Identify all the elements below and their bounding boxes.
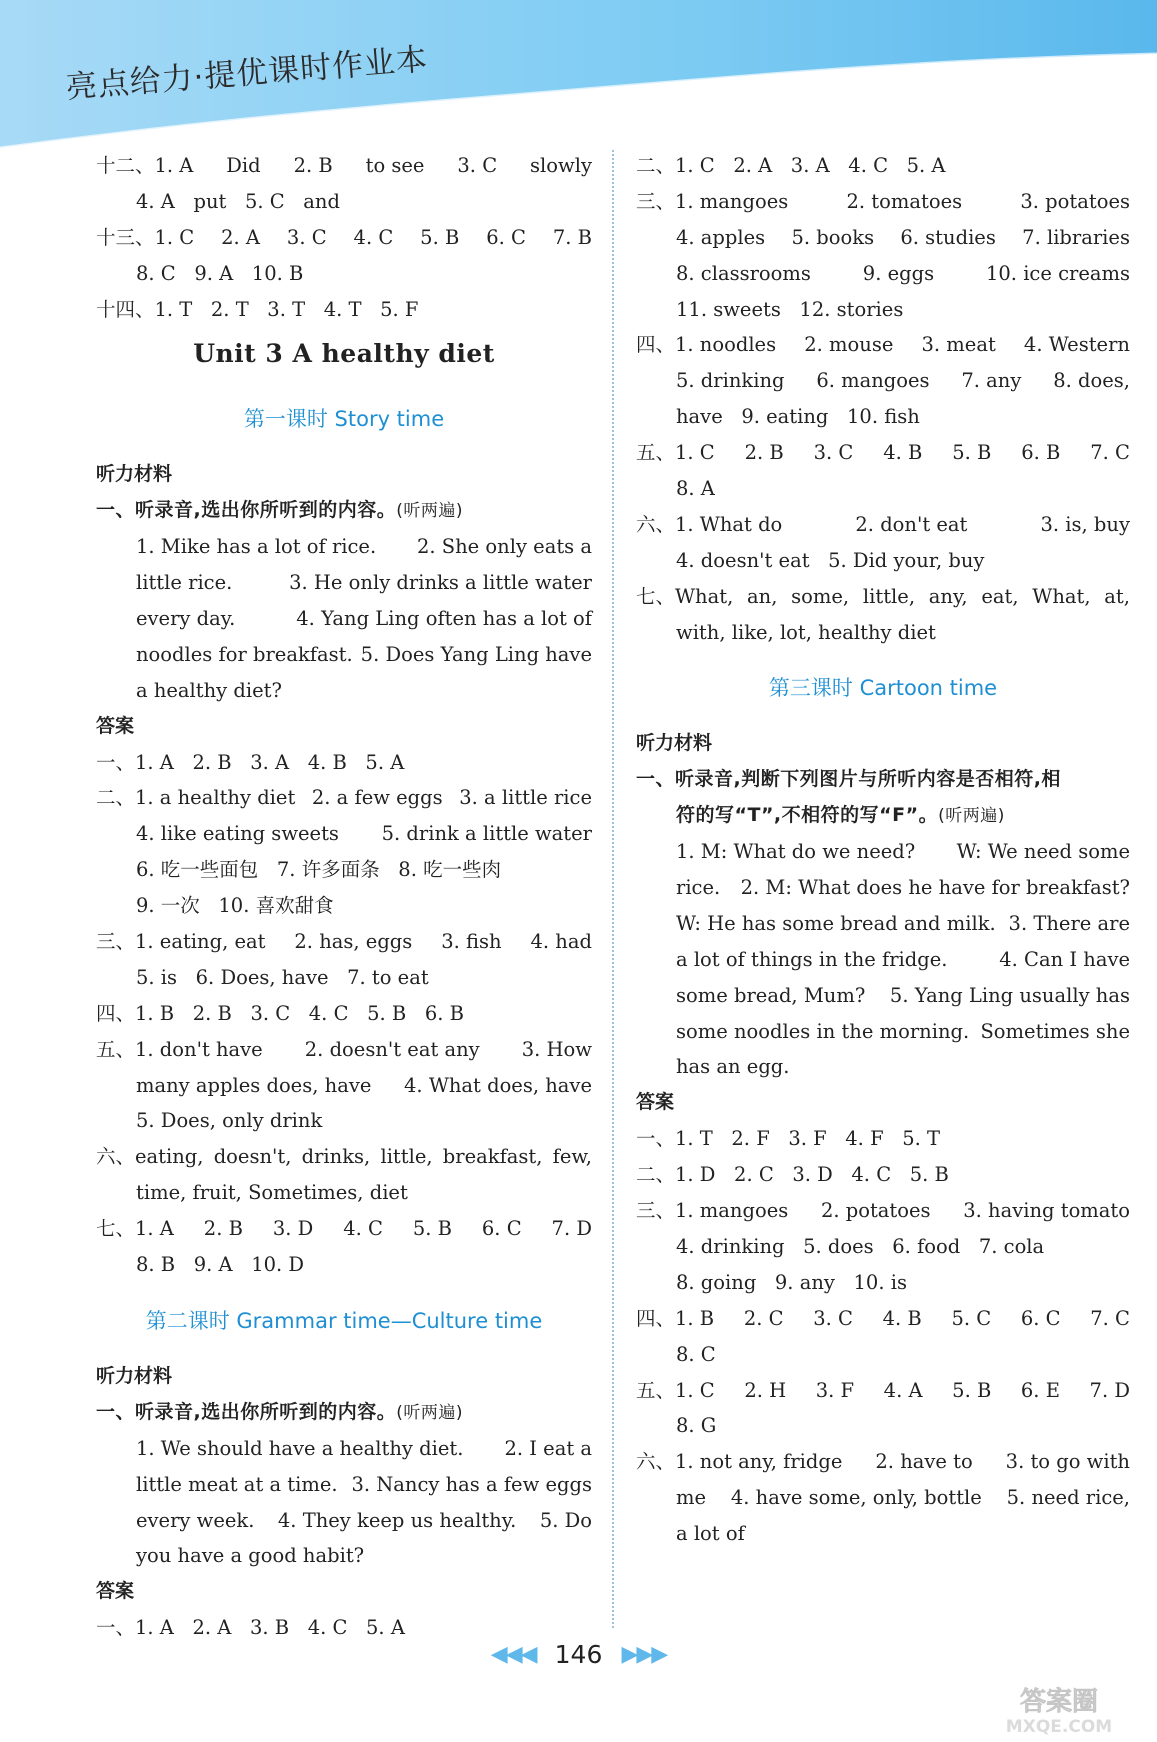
answer-item: 七、What, [636,584,734,608]
answer-line: 4. A put 5. C and [136,189,340,213]
answer-line: 8. B 9. A 10. D [136,1253,305,1277]
answer-item: 3. a little rice [459,786,592,810]
answer-item: 5. C [951,1306,992,1330]
answer-item: an, [747,584,778,608]
answer-line [96,1431,592,1467]
answer-item: eat, [981,584,1019,608]
page-footer [0,1640,1157,1669]
section-label: 听力材料 [96,1364,173,1387]
answer-item: 2. A [221,225,261,249]
answer-item: 3. C [813,1306,853,1330]
answer-line: 8. C [676,1342,716,1366]
answer-item: 2. H [744,1378,787,1402]
answer-line: 4. drinking 5. does 6. food 7. cola [676,1234,1045,1258]
answer-line [96,637,592,673]
answer-line: 8. A [676,477,715,501]
answer-item: 十三、1. C [96,225,195,249]
directive-text: 符的写“T”,不相符的写“F”。 [676,804,939,827]
answer-item: little rice. [136,571,233,595]
answer-line [636,256,1130,292]
section-label: 答案 [96,1580,135,1603]
answer-item: 2. B [744,441,784,465]
answer-item: What, [1032,584,1091,608]
answer-line: 6. 吃一些面包 7. 许多面条 8. 吃一些肉 [136,858,502,882]
directive-note: (听两遍) [396,1402,463,1423]
answer-item: 5. drink a little water [381,822,592,846]
answer-item: to see [365,154,425,177]
answer-line [636,1301,1130,1337]
answer-line: 十四、1. T 2. T 3. T 4. T 5. F [96,297,419,321]
answer-item: drinks, [301,1145,371,1169]
answer-item: 4. like eating sweets [136,822,339,846]
answer-item: 4. have some, only, bottle [730,1486,982,1510]
answer-line [96,924,592,960]
answer-line: 二、1. C 2. A 3. A 4. C 5. A [636,154,946,177]
answer-line [96,601,592,637]
answer-line [96,148,592,184]
section-label: 答案 [96,714,135,737]
answer-line [636,1373,1130,1409]
answer-item: 3. C [457,154,498,177]
left-column [96,148,592,1646]
answer-item: 七、1. A [96,1217,174,1241]
answer-item: Sometimes she [980,1019,1130,1043]
answer-item: 三、1. eating, eat [96,930,266,954]
answer-line: 8. going 9. any 10. is [676,1270,907,1294]
answer-item: 3. How [521,1037,592,1061]
answer-line: a healthy diet? [136,678,282,702]
answer-line [636,363,1130,399]
answer-item: little meat at a time. [136,1472,338,1496]
answer-item: any, [928,584,968,608]
answer-item: 六、1. What do [636,512,783,536]
answer-line: 5. Does, only drink [136,1109,323,1133]
svg-text:MXQE.COM: MXQE.COM [1005,1717,1113,1737]
answer-item: 6. studies [900,225,996,249]
answer-line [96,816,592,852]
exercise-directive [96,1395,592,1431]
answer-item: 4. apples [676,225,766,249]
answer-item: 2. have to [875,1450,973,1474]
unit-title: Unit 3 A healthy diet [193,339,495,369]
answer-line [636,978,1130,1014]
exercise-directive [636,762,1130,798]
answer-item: 六、1. not any, fridge [636,1450,843,1474]
answer-item: 7. D [551,1217,592,1241]
answer-item: 5. Do [539,1508,592,1532]
answer-line [96,1139,592,1175]
answer-item: 3. meat [921,333,996,357]
book-title: 亮点给力·提优课时作业本 [64,41,430,106]
header-band [0,0,1157,150]
exercise-directive [636,798,1130,834]
answer-item: 5. drinking [676,369,785,393]
answer-line: 一、1. A 2. B 3. A 4. B 5. A [96,750,405,774]
answer-line: 9. 一次 10. 喜欢甜食 [136,894,334,918]
answer-item: 4. A [883,1378,923,1402]
answer-item: at, [1104,584,1130,608]
watermark-logo [979,1680,1139,1738]
answer-item: 3. D [272,1217,314,1241]
answer-line [636,579,1130,615]
answer-item: a lot of things in the fridge. [676,947,948,971]
answer-item: 4. Western [1023,333,1130,357]
answer-item: 3. F [815,1378,855,1402]
answer-line: 二、1. D 2. C 3. D 4. C 5. B [636,1163,949,1187]
page-number: 146 [554,1640,603,1669]
answer-item: 3. He only drinks a little water [289,571,592,595]
answer-item: 5. B [952,1378,992,1402]
answer-item: 7. C [1090,1306,1130,1330]
answer-line [636,435,1130,471]
answer-item: noodles for breakfast. [136,642,353,666]
section-label: 听力材料 [96,463,173,486]
answer-line: a lot of [676,1522,745,1546]
answer-item: 2. B [203,1217,243,1241]
answer-item: 7. libraries [1022,225,1130,249]
answer-line [96,780,592,816]
answer-line [636,834,1130,870]
answer-item: 7. any [961,369,1022,393]
answer-item: 2. mouse [804,333,894,357]
answer-item: 4. Can I have [999,947,1130,971]
answer-item: 5. need rice, [1006,1486,1130,1510]
answer-line: time, fruit, Sometimes, diet [136,1181,408,1205]
answer-item: 2. M: What does he have for breakfast? [740,876,1130,900]
directive-note: (听两遍) [396,501,463,522]
answer-line: have 9. eating 10. fish [676,405,920,429]
answer-item: W: He has some bread and milk. [676,911,996,935]
answer-item: 5. Does Yang Ling have [360,642,592,666]
answer-item: W: We need some [956,840,1130,864]
answer-line [96,1032,592,1068]
answer-item: 2. I eat a [504,1436,592,1460]
answer-line: 一、1. A 2. A 3. B 4. C 5. A [96,1616,405,1640]
answer-line [636,1480,1130,1516]
answer-line [96,565,592,601]
answer-item: 6. B [1021,441,1061,465]
column-divider [612,150,614,1628]
directive-note: (听两遍) [938,806,1005,827]
answer-item: 3. Nancy has a few eggs [351,1472,592,1496]
answer-item: 3. There are [1008,911,1130,935]
answer-item: 3. having tomato [963,1199,1130,1223]
answer-item: 9. eggs [862,261,935,285]
answer-item: 十二、1. A [96,154,194,177]
answer-item: breakfast, [442,1145,543,1169]
answer-item: 2. C [743,1306,784,1330]
answer-item: 7. C [1090,441,1130,465]
answer-item: 4. They keep us healthy. [277,1508,517,1532]
answer-item: 5. B [412,1217,452,1241]
answer-item: 五、1. C [636,1378,715,1402]
answer-line: 11. sweets 12. stories [676,297,904,321]
answer-item: some bread, Mum? [676,983,866,1007]
directive-text: 一、听录音,选出你所听到的内容。 [96,1400,397,1423]
answer-item: 五、1. don't have [96,1037,263,1061]
answer-item: 4. C [353,225,394,249]
answer-item: 4. What does, have [404,1073,592,1097]
answer-line [636,220,1130,256]
answer-item: 3. is, buy [1040,512,1130,536]
answer-item: 4. Yang Ling often has a lot of [296,607,592,631]
answer-item: 3. C [286,225,327,249]
answer-item: 三、1. mangoes [636,189,789,213]
answer-line [636,870,1130,906]
answer-line [636,327,1130,363]
answer-line [636,1193,1130,1229]
section-label: 答案 [636,1091,675,1114]
answer-item: 2. a few eggs [311,786,443,810]
answer-item: every day. [136,607,236,631]
answer-line: 4. doesn't eat 5. Did your, buy [676,548,985,572]
answer-line: 8. G [676,1414,717,1438]
answer-item: every week. [136,1508,255,1532]
lesson-heading: 第二课时 Grammar time—Culture time [145,1308,543,1333]
answer-item: 6. C [481,1217,522,1241]
answer-item: 5. books [791,225,875,249]
answer-line [96,1068,592,1104]
answer-item: 7. D [1089,1378,1130,1402]
answer-item: little, [862,584,916,608]
answer-item: 2. tomatoes [846,189,963,213]
answer-item: doesn't, [213,1145,292,1169]
answer-item: 四、1. B [636,1306,715,1330]
answer-line: with, like, lot, healthy diet [676,620,936,644]
prev-arrows-icon: ◀◀◀ [490,1642,536,1667]
answer-item: 六、eating, [96,1145,204,1169]
answer-line [636,942,1130,978]
lesson-heading: 第三课时 Cartoon time [768,676,998,701]
answer-item: 2. has, eggs [294,930,413,954]
answer-item: me [676,1486,707,1510]
answer-item: 7. B [552,225,592,249]
next-arrows-icon: ▶▶▶ [621,1642,667,1667]
answer-item: 四、1. noodles [636,333,777,357]
answer-item: 1. M: What do we need? [676,840,916,864]
answer-item: little, [380,1145,433,1169]
answer-line [636,507,1130,543]
answer-item: 3. potatoes [1020,189,1130,213]
answer-item: 2. She only eats a [416,535,592,559]
answer-line [96,1503,592,1539]
answer-line: you have a good habit? [136,1544,365,1568]
answer-item: 3. fish [441,930,502,954]
answer-item: 8. classrooms [676,261,811,285]
answer-item: 3. C [813,441,854,465]
right-column [636,148,1130,1552]
answer-item: 6. C [1020,1306,1061,1330]
answer-line [636,1444,1130,1480]
answer-item: 2. potatoes [820,1199,931,1223]
answer-item: 4. B [883,441,923,465]
svg-text:答案圈: 答案圈 [1019,1687,1099,1717]
answer-item: 6. mangoes [816,369,930,393]
answer-item: 8. does, [1053,369,1130,393]
answer-item: some noodles in the morning. [676,1019,970,1043]
answer-item: 2. B [293,154,333,177]
answer-line: 四、1. B 2. B 3. C 4. C 5. B 6. B [96,1001,464,1025]
answer-item: many apples does, have [136,1073,372,1097]
answer-item: 6. E [1020,1378,1060,1402]
answer-line [636,184,1130,220]
answer-item: 3. to go with [1005,1450,1130,1474]
answer-item: 三、1. mangoes [636,1199,789,1223]
lesson-heading: 第一课时 Story time [243,407,445,432]
answer-line [96,1211,592,1247]
answer-line [96,1467,592,1503]
answer-item: 2. don't eat [855,512,968,536]
answer-item: Did [226,154,261,177]
answer-line: has an egg. [676,1055,790,1079]
answer-item: 4. C [343,1217,383,1241]
answer-item: some, [791,584,850,608]
answer-item: 二、1. a healthy diet [96,786,296,810]
answer-item: 4. B [882,1306,922,1330]
answer-item: 2. doesn't eat any [304,1037,480,1061]
answer-item: 1. Mike has a lot of rice. [136,535,377,559]
directive-text: 一、听录音,判断下列图片与所听内容是否相符,相 [636,768,1061,791]
directive-text: 一、听录音,选出你所听到的内容。 [96,499,397,522]
answer-item: 10. ice creams [985,261,1130,285]
answer-item: 5. B [952,441,992,465]
answer-item: 5. B [420,225,460,249]
answer-item: 五、1. C [636,441,715,465]
answer-line [636,1014,1130,1050]
answer-line [96,529,592,565]
answer-item: 6. C [486,225,526,249]
answer-item: 1. We should have a healthy diet. [136,1436,464,1460]
answer-item: slowly [530,154,592,177]
answer-item: 4. had [530,930,592,954]
answer-item: rice. [676,876,721,900]
answer-line: 一、1. T 2. F 3. F 4. F 5. T [636,1127,941,1151]
section-label: 听力材料 [636,732,713,755]
answer-item: few, [552,1145,592,1169]
exercise-directive [96,493,592,529]
answer-item: 5. Yang Ling usually has [889,983,1130,1007]
answer-line: 5. is 6. Does, have 7. to eat [136,965,429,989]
answer-line [636,906,1130,942]
answer-line: 8. C 9. A 10. B [136,261,304,285]
answer-line [96,220,592,256]
